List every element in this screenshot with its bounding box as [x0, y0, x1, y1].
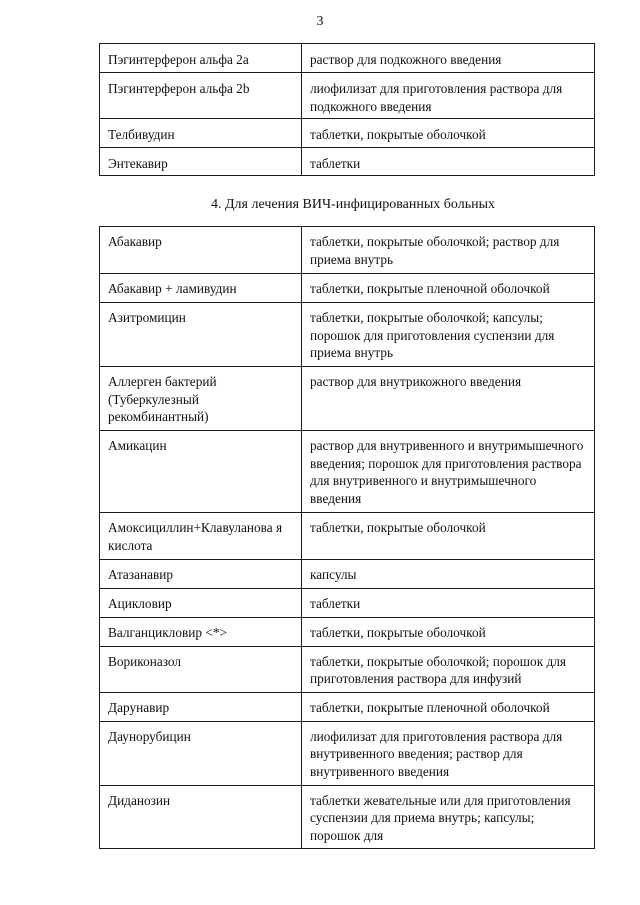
table-row — [100, 73, 595, 119]
drug-name-cell: Валганцикловир <*> — [100, 618, 302, 647]
drug-name-cell: Дарунавир — [100, 692, 302, 721]
dosage-form-cell: лиофилизат для приготовления раствора для внутривенного введения; раствор для внутривенного введения — [302, 721, 595, 785]
drug-name-cell: Пэгинтерферон альфа 2b — [100, 73, 302, 119]
drug-name-cell: Амикацин — [100, 431, 302, 513]
dosage-form-cell: таблетки, покрытые оболочкой; раствор для приема внутрь — [302, 227, 595, 274]
table-row — [100, 431, 595, 513]
drug-name-cell: Абакавир — [100, 227, 302, 274]
table-row — [100, 785, 595, 849]
table-row — [100, 692, 595, 721]
section-title: 4. Для лечения ВИЧ-инфицированных больных — [211, 197, 495, 212]
drug-name-cell: Азитромицин — [100, 303, 302, 367]
table-row — [100, 274, 595, 303]
table-row — [100, 618, 595, 647]
table-row — [100, 303, 595, 367]
table-row — [100, 589, 595, 618]
dosage-form-cell: лиофилизат для приготовления раствора для подкожного введения — [302, 73, 595, 119]
drug-name-cell: Атазанавир — [100, 560, 302, 589]
dosage-form-cell: таблетки, покрытые оболочкой — [302, 119, 595, 148]
drug-name-cell: Даунорубицин — [100, 721, 302, 785]
page-number: 3 — [316, 14, 324, 29]
dosage-form-cell: таблетки, покрытые оболочкой; порошок для приготовления раствора для инфузий — [302, 646, 595, 692]
drug-name-cell: Аллерген бактерий (Туберкулезный рекомбинантный) — [100, 367, 302, 431]
drug-name-cell: Телбивудин — [100, 119, 302, 148]
table-row — [100, 44, 595, 73]
dosage-form-cell: раствор для внутривенного и внутримышечного введения; порошок для приготовления раствора для внутривенного и внутримышечного введения — [302, 431, 595, 513]
dosage-form-cell: капсулы — [302, 560, 595, 589]
dosage-form-cell: раствор для внутрикожного введения — [302, 367, 595, 431]
dosage-form-cell: таблетки — [302, 589, 595, 618]
drug-table-continued — [99, 43, 595, 176]
table-row — [100, 119, 595, 148]
table-row — [100, 646, 595, 692]
drug-name-cell: Ацикловир — [100, 589, 302, 618]
dosage-form-cell: таблетки, покрытые оболочкой; капсулы; порошок для приготовления суспензии для приема внутрь — [302, 303, 595, 367]
drug-name-cell: Амоксициллин+Клавуланова я кислота — [100, 513, 302, 560]
table-row — [100, 147, 595, 176]
dosage-form-cell: раствор для подкожного введения — [302, 44, 595, 73]
dosage-form-cell: таблетки, покрытые пленочной оболочкой — [302, 692, 595, 721]
dosage-form-cell: таблетки, покрытые оболочкой — [302, 513, 595, 560]
drug-name-cell: Диданозин — [100, 785, 302, 849]
table-row — [100, 367, 595, 431]
hiv-drug-table — [99, 226, 595, 849]
dosage-form-cell: таблетки, покрытые оболочкой — [302, 618, 595, 647]
dosage-form-cell: таблетки жевательные или для приготовления суспензии для приема внутрь; капсулы; порошок для — [302, 785, 595, 849]
dosage-form-cell: таблетки — [302, 147, 595, 176]
table-row — [100, 227, 595, 274]
drug-name-cell: Пэгинтерферон альфа 2a — [100, 44, 302, 73]
table-row — [100, 721, 595, 785]
drug-name-cell: Вориконазол — [100, 646, 302, 692]
table-row — [100, 560, 595, 589]
table-row — [100, 513, 595, 560]
drug-name-cell: Абакавир + ламивудин — [100, 274, 302, 303]
drug-name-cell: Энтекавир — [100, 147, 302, 176]
dosage-form-cell: таблетки, покрытые пленочной оболочкой — [302, 274, 595, 303]
